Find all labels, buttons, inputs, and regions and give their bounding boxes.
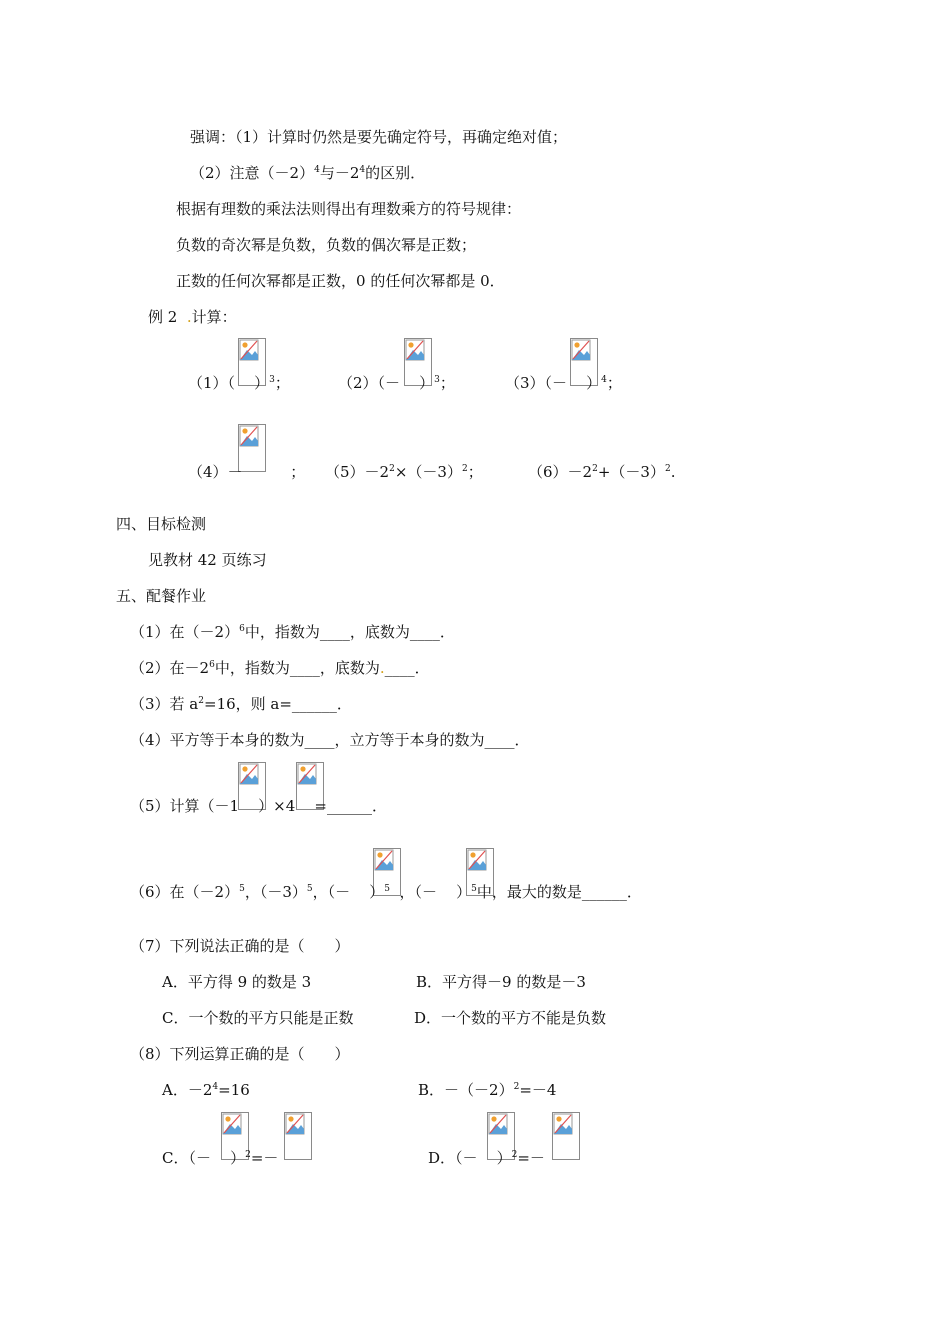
emphasis-line-1: 强调：（1）计算时仍然是要先确定符号，再确定绝对值； bbox=[190, 128, 568, 146]
question-8-option-c: C．（－ ）$^2$=－ bbox=[162, 1149, 279, 1167]
question-8: （8）下列运算正确的是（ ） bbox=[130, 1045, 350, 1063]
question-3: （3）若 $a^2=16$，则 a=______． bbox=[130, 695, 352, 713]
example-2-item-5: $(5)-2^2\times(-3)^2$； bbox=[325, 463, 483, 481]
sign-rule-intro: 根据有理数的乘法法则得出有理数乘方的符号规律： bbox=[176, 200, 522, 218]
example-2-item-2: （2）（－ ）$^3$； bbox=[338, 374, 455, 392]
section-4-heading: 四、目标检测 bbox=[116, 515, 207, 533]
question-8-option-a: A．$-2^4=16$ bbox=[162, 1081, 250, 1099]
sign-rule-1: 负数的奇次幂是负数，负数的偶次幂是正数； bbox=[176, 236, 477, 254]
question-1: （1）在$(-2)^6$中，指数为____，底数为____． bbox=[130, 623, 455, 641]
example-2-title: 例 2 .计算： bbox=[148, 308, 237, 326]
question-5: （5）计算（－1 ）×4 =______． bbox=[130, 797, 387, 815]
broken-image-icon bbox=[284, 1112, 312, 1160]
question-8-option-b: B．$-(-2)^2=-4$ bbox=[418, 1081, 557, 1099]
question-6: （6）在$(-2)^5$，$(-3)^5$，（－ ）$^5$ ，（－ ）$^5$中，最大的数是______． bbox=[130, 883, 642, 901]
section-5-heading: 五、配餐作业 bbox=[116, 587, 207, 605]
sign-rule-2: 正数的任何次幂都是正数，0 的任何次幂都是 0． bbox=[176, 272, 505, 290]
question-4: （4）平方等于本身的数为____，立方等于本身的数为____． bbox=[130, 731, 530, 749]
example-2-item-6: $(6)-2^2+(-3)^2$. bbox=[528, 463, 676, 481]
emphasis-line-2: （2）注意$(-2)^4$与$-2^4$的区别． bbox=[190, 164, 426, 182]
question-7-option-a: A．平方得 9 的数是 3 bbox=[162, 973, 312, 991]
question-7-option-d: D．一个数的平方不能是负数 bbox=[414, 1009, 607, 1027]
question-7-option-b: B．平方得－9 的数是－3 bbox=[416, 973, 586, 991]
example-2-item-1: （1）（ ）$^3$； bbox=[188, 374, 290, 392]
section-4-body: 见教材 42 页练习 bbox=[148, 551, 267, 569]
question-8-option-d: D．（－ ）$^2$=－ bbox=[428, 1149, 545, 1167]
question-7-option-c: C．一个数的平方只能是正数 bbox=[162, 1009, 354, 1027]
broken-image-icon bbox=[552, 1112, 580, 1160]
example-2-item-3: （3）（－ ）$^4$； bbox=[505, 374, 622, 392]
example-2-item-4: （4）－ ； bbox=[188, 463, 306, 481]
question-7: （7）下列说法正确的是（ ） bbox=[130, 937, 350, 955]
question-2: （2）在$-2^6$中，指数为____，底数为.____． bbox=[130, 659, 430, 677]
